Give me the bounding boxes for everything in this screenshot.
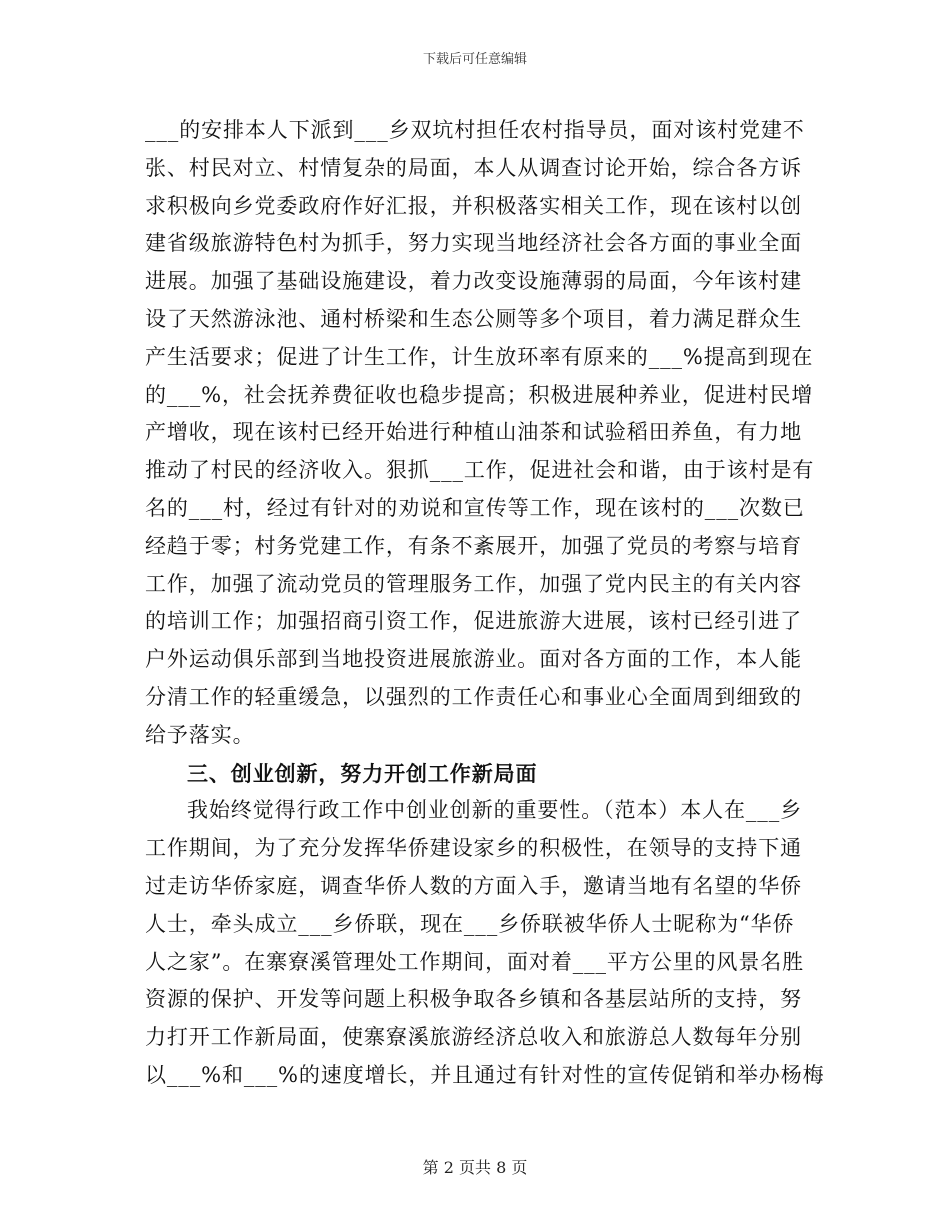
text-line: 过走访华侨家庭，调查华侨人数的方面入手，邀请当地有名望的华侨 [145, 873, 802, 898]
text-line: 给予落实。 [145, 722, 255, 747]
text-line: 名的___村，经过有针对的劝说和宣传等工作，现在该村的___次数已 [145, 495, 805, 520]
text-line: 求积极向乡党委政府作好汇报，并积极落实相关工作，现在该村以创 [145, 193, 802, 218]
text-line: 进展。加强了基础设施建设，着力改变设施薄弱的局面，今年该村建 [145, 269, 802, 294]
text-line: 人之家”。在寨寮溪管理处工作期间，面对着___平方公里的风景名胜 [145, 949, 805, 974]
text-line: 分清工作的轻重缓急，以强烈的工作责任心和事业心全面周到细致的 [145, 684, 802, 709]
text-line: 户外运动俱乐部到当地投资进展旅游业。面对各方面的工作，本人能 [145, 647, 802, 672]
section-heading: 三、创业创新，努力开创工作新局面 [187, 760, 538, 786]
text-line: 的培训工作；加强招商引资工作，促进旅游大进展，该村已经引进了 [145, 609, 802, 634]
text-line: ___的安排本人下派到___乡双坑村担任农村指导员，面对该村党建不 [145, 118, 805, 142]
text-line: 推动了村民的经济收入。狠抓___工作，促进社会和谐，由于该村是有 [145, 458, 815, 483]
text-line: 设了天然游泳池、通村桥梁和生态公厕等多个项目，着力满足群众生 [145, 306, 802, 331]
text-line: 工作期间，为了充分发挥华侨建设家乡的积极性，在领导的支持下通 [145, 836, 802, 861]
text-line: 建省级旅游特色村为抓手，努力实现当地经济社会各方面的事业全面 [145, 231, 802, 256]
text-line: 以___%和___%的速度增长，并且通过有针对性的宣传促销和举办杨梅 [145, 1062, 825, 1087]
text-line: 我始终觉得行政工作中创业创新的重要性。（范本）本人在___乡 [187, 798, 802, 823]
text-line: 的___%，社会抚养费征收也稳步提高；积极进展种养业，促进村民增 [145, 382, 814, 407]
page-number: 第 2 页共 8 页 [422, 1158, 528, 1177]
text-line: 人士，牵头成立___乡侨联，现在___乡侨联被华侨人士昵称为“华侨 [145, 911, 795, 936]
text-line: 资源的保护、开发等问题上积极争取各乡镇和各基层站所的支持，努 [145, 987, 802, 1012]
text-line: 产增收，现在该村已经开始进行种植山油茶和试验稻田养鱼，有力地 [145, 420, 802, 445]
text-line: 产生活要求；促进了计生工作，计生放环率有原来的___%提高到现在 [145, 344, 814, 369]
text-line: 张、村民对立、村情复杂的局面，本人从调查讨论开始，综合各方诉 [145, 155, 802, 180]
page-header: 下载后可任意编辑 [422, 52, 527, 67]
text-line: 经趋于零；村务党建工作，有条不紊展开，加强了党员的考察与培育 [145, 533, 802, 558]
document-body [145, 112, 825, 1095]
text-line: 力打开工作新局面，使寨寮溪旅游经济总收入和旅游总人数每年分别 [145, 1025, 802, 1050]
text-line: 工作，加强了流动党员的管理服务工作，加强了党内民主的有关内容 [145, 571, 802, 596]
